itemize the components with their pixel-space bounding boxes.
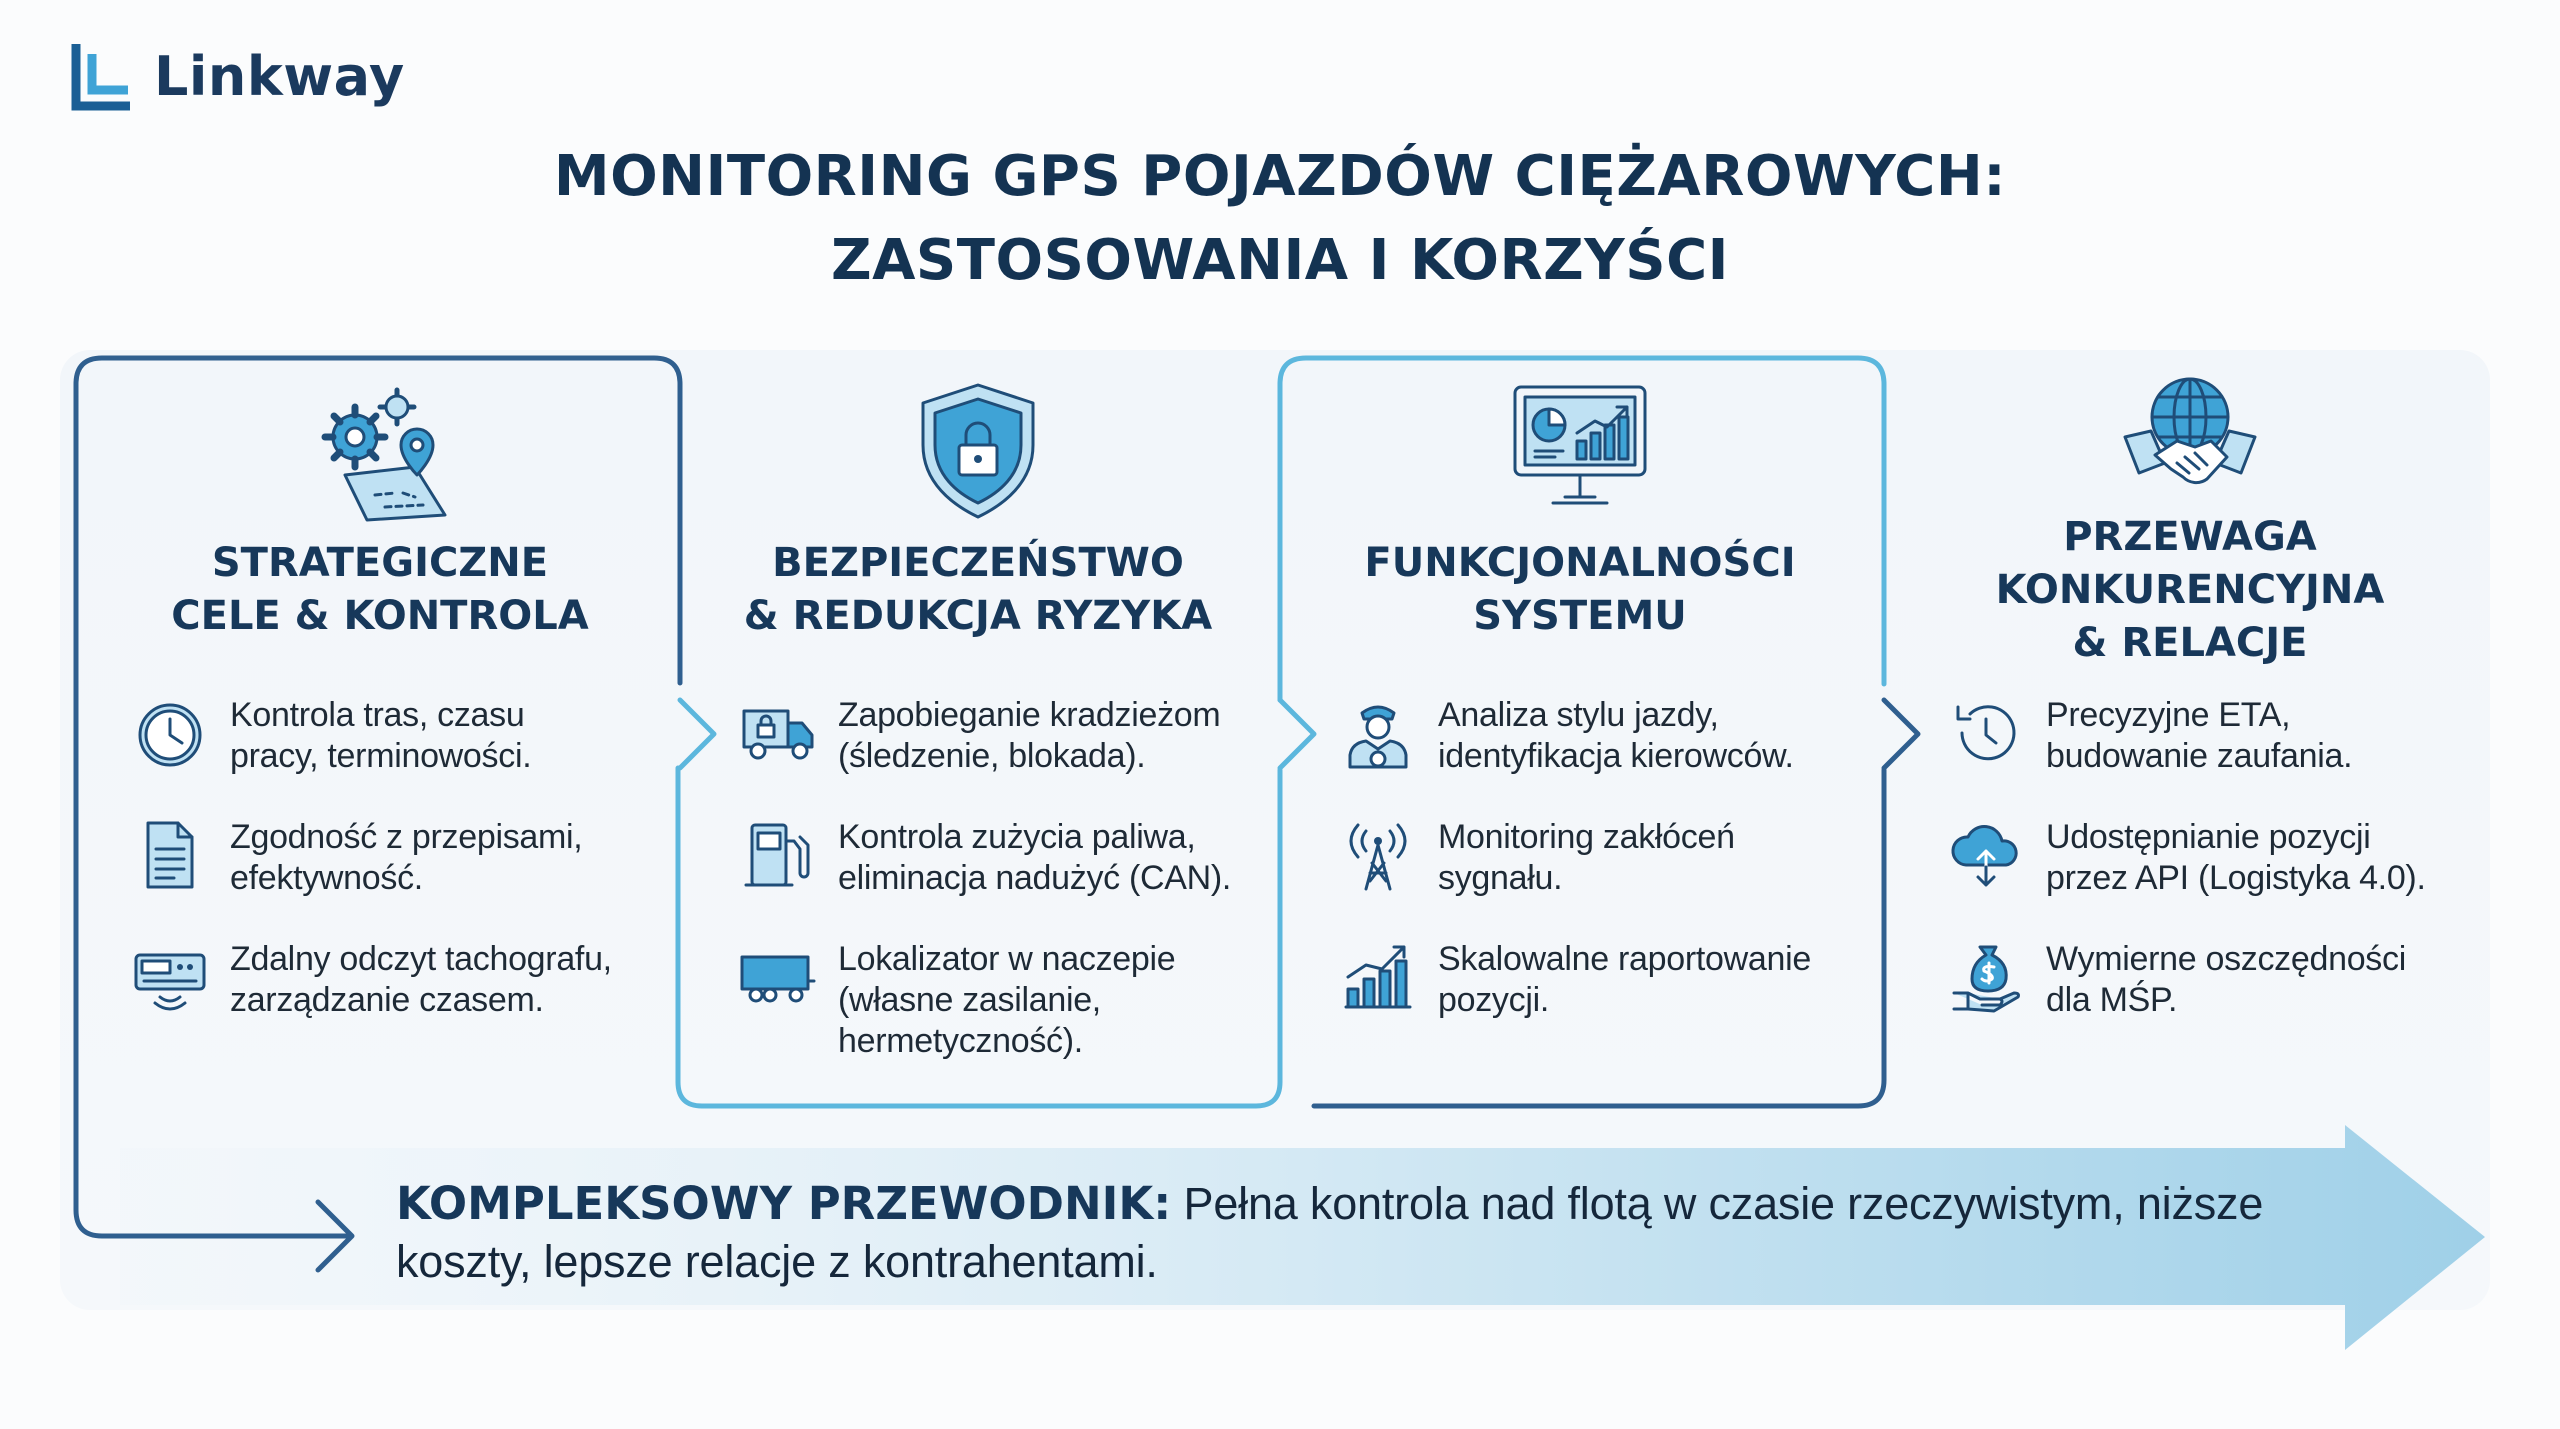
item-text-line: hermetyczność). xyxy=(838,1022,1083,1060)
item-text-line: pozycji. xyxy=(1438,981,1549,1019)
list-item xyxy=(130,817,700,939)
column-title-line: KONKURENCYJNA xyxy=(1995,567,2385,613)
globe-handshake-icon xyxy=(2115,367,2265,517)
brand-name: Linkway xyxy=(154,44,405,108)
item-text-line: Zapobieganie kradzieżom xyxy=(838,696,1221,734)
title-line-1: MONITORING GPS POJAZDÓW CIĘŻAROWYCH: xyxy=(553,144,2007,209)
column-strategic-items xyxy=(130,695,700,1061)
money-hand-icon xyxy=(1946,937,2026,1017)
item-text-line: identyfikacja kierowców. xyxy=(1438,737,1794,775)
item-text-line: Precyzyjne ETA, xyxy=(2046,696,2291,734)
signal-tower-icon xyxy=(1338,815,1418,895)
item-text-line: Wymierne oszczędności xyxy=(2046,940,2406,978)
column-title xyxy=(1910,511,2470,670)
tachograph-icon xyxy=(130,937,210,1017)
list-item xyxy=(130,939,700,1061)
column-title-line: PRZEWAGA xyxy=(2063,514,2317,560)
fuel-pump-icon xyxy=(738,815,818,895)
column-title-line: BEZPIECZEŃSTWO xyxy=(772,540,1184,586)
item-text-line: efektywność. xyxy=(230,859,423,897)
column-security xyxy=(698,375,1258,643)
trailer-icon xyxy=(738,937,818,1017)
item-text-line: (śledzenie, blokada). xyxy=(838,737,1146,775)
list-item xyxy=(738,817,1308,939)
list-item xyxy=(1946,817,2516,939)
item-text-line: Analiza stylu jazdy, xyxy=(1438,696,1719,734)
list-item xyxy=(738,695,1308,817)
page-title xyxy=(0,135,2560,303)
list-item xyxy=(1946,939,2516,1061)
column-title-line: STRATEGICZNE xyxy=(211,540,549,586)
list-item xyxy=(1338,695,1908,817)
column-functions xyxy=(1300,375,1860,643)
item-text-line: (własne zasilanie, xyxy=(838,981,1101,1019)
driver-icon xyxy=(1338,693,1418,773)
item-text-line: budowanie zaufania. xyxy=(2046,737,2353,775)
history-clock-icon xyxy=(1946,693,2026,773)
list-item xyxy=(738,939,1308,1061)
summary-text xyxy=(396,1175,2386,1291)
clock-icon xyxy=(130,693,210,773)
linkway-l-logo xyxy=(70,40,134,112)
item-text-line: Zgodność z przepisami, xyxy=(230,818,583,856)
item-text-line: dla MŚP. xyxy=(2046,981,2178,1019)
item-text-line: przez API (Logistyka 4.0). xyxy=(2046,859,2426,897)
column-title xyxy=(100,537,660,643)
truck-lock-icon xyxy=(738,693,818,773)
list-item xyxy=(1338,939,1908,1061)
item-text-line: Udostępnianie pozycji xyxy=(2046,818,2371,856)
item-text-line: Monitoring zakłóceń xyxy=(1438,818,1735,856)
item-text-line: Lokalizator w naczepie xyxy=(838,940,1176,978)
summary-body: Pełna kontrola nad flotą w czasie rzeczywistym, niższe koszty, lepsze relacje z kontrahentami. xyxy=(396,1178,2264,1287)
column-title-line: CELE & KONTROLA xyxy=(171,593,589,639)
column-title-line: SYSTEMU xyxy=(1473,593,1687,639)
list-item xyxy=(130,695,700,817)
shield-lock-icon xyxy=(903,375,1053,525)
title-line-2: ZASTOSOWANIA I KORZYŚCI xyxy=(830,228,1729,293)
document-icon xyxy=(130,815,210,895)
item-text-line: sygnału. xyxy=(1438,859,1563,897)
item-text-line: Skalowalne raportowanie xyxy=(1438,940,1811,978)
column-security-items xyxy=(738,695,1308,1061)
list-item xyxy=(1338,817,1908,939)
gears-map-pin-icon xyxy=(305,375,455,525)
item-text-line: zarządzanie czasem. xyxy=(230,981,544,1019)
column-advantage-items xyxy=(1946,695,2516,1061)
item-text-line: pracy, terminowości. xyxy=(230,737,532,775)
column-title-line: FUNKCJONALNOŚCI xyxy=(1364,540,1796,586)
brand-logo xyxy=(70,40,405,112)
list-item xyxy=(1946,695,2516,817)
item-text-line: Kontrola zużycia paliwa, xyxy=(838,818,1196,856)
column-title xyxy=(698,537,1258,643)
monitor-chart-icon xyxy=(1505,375,1655,525)
column-advantage xyxy=(1910,375,2470,670)
column-title xyxy=(1300,537,1860,643)
summary-label: KOMPLEKSOWY PRZEWODNIK: xyxy=(396,1177,1172,1230)
column-title-line: & RELACJE xyxy=(2072,620,2308,666)
column-functions-items xyxy=(1338,695,1908,1061)
bar-chart-icon xyxy=(1338,937,1418,1017)
column-strategic xyxy=(100,375,660,643)
item-text-line: eliminacja nadużyć (CAN). xyxy=(838,859,1232,897)
item-text-line: Kontrola tras, czasu xyxy=(230,696,525,734)
column-title-line: & REDUKCJA RYZYKA xyxy=(743,593,1213,639)
item-text-line: Zdalny odczyt tachografu, xyxy=(230,940,612,978)
cloud-sync-icon xyxy=(1946,815,2026,895)
